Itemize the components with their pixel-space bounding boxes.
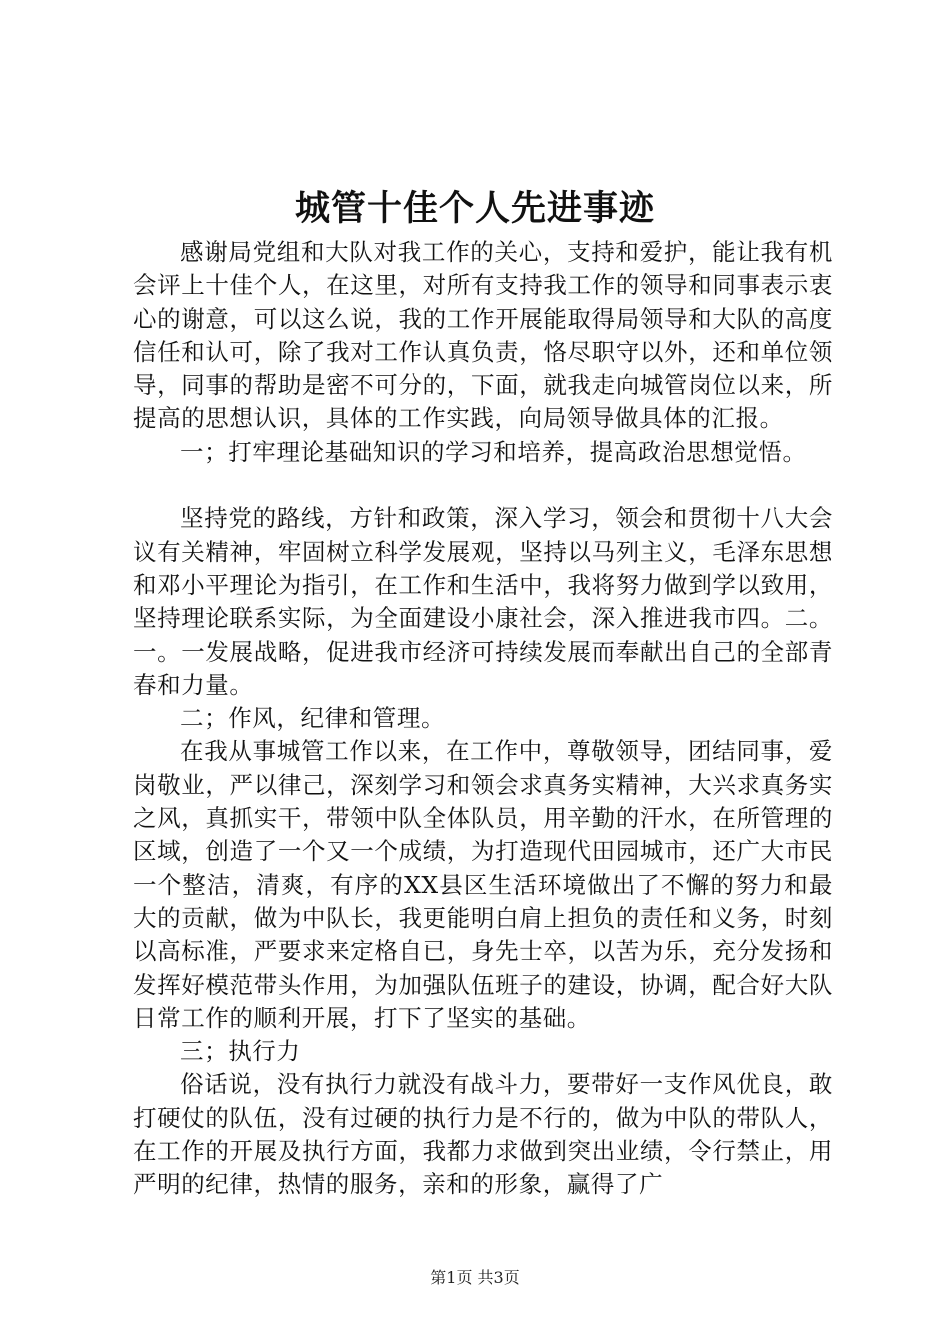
section-heading-3: 三；执行力 xyxy=(180,1037,301,1066)
document-title: 城管十佳个人先进事迹 xyxy=(294,188,655,229)
section-heading-1: 一；打牢理论基础知识的学习和培养，提高政治思想觉悟。 xyxy=(180,437,807,466)
document-body xyxy=(133,236,833,1202)
section-3-paragraph: 俗话说，没有执行力就没有战斗力，要带好一支作风优良，敢打硬仗的队伍，没有过硬的执行力是不行的，做为中队的带队人，在工作的开展及执行方面，我都力求做到突出业绩，令行禁止，用严明的纪律，热情的服务，亲和的形象，赢得了广 xyxy=(133,1070,833,1199)
intro-paragraph: 感谢局党组和大队对我工作的关心，支持和爱护，能让我有机会评上十佳个人，在这里，对所有支持我工作的领导和同事表示衷心的谢意，可以这么说，我的工作开展能取得局领导和大队的高度信任和认可，除了我对工作认真负责，恪尽职守以外，还和单位领导，同事的帮助是密不可分的，下面，就我走向城管岗位以来，所提高的思想认识，具体的工作实践，向局领导做具体的汇报。 xyxy=(133,238,833,433)
section-1-paragraph: 坚持党的路线，方针和政策，深入学习，领会和贯彻十八大会议有关精神，牢固树立科学发展观，坚持以马列主义，毛泽东思想和邓小平理论为指引，在工作和生活中，我将努力做到学以致用，坚持理论联系实际，为全面建设小康社会，深入推进我市四。二。一。一发展战略，促进我市经济可持续发展而奉献出自己的全部青春和力量。 xyxy=(133,504,833,699)
section-2-paragraph: 在我从事城管工作以来，在工作中，尊敬领导，团结同事，爱岗敬业，严以律己，深刻学习和领会求真务实精神，大兴求真务实之风，真抓实干，带领中队全体队员，用辛勤的汗水，在所管理的区域，创造了一个又一个成绩，为打造现代田园城市，还广大市民一个整洁，清爽，有序的XX县区生活环境做出了不懈的努力和最大的贡献，做为中队长，我更能明白肩上担负的责任和义务，时刻以高标准，严要求来定格自已，身先士卒，以苦为乐，充分发扬和发挥好模范带头作用，为加强队伍班子的建设，协调，配合好大队日常工作的顺利开展，打下了坚实的基础。 xyxy=(133,737,833,1032)
page-number-footer: 第1页 共3页 xyxy=(430,1268,520,1287)
blank-line xyxy=(133,469,833,502)
section-heading-2: 二；作风，纪律和管理。 xyxy=(180,704,446,733)
